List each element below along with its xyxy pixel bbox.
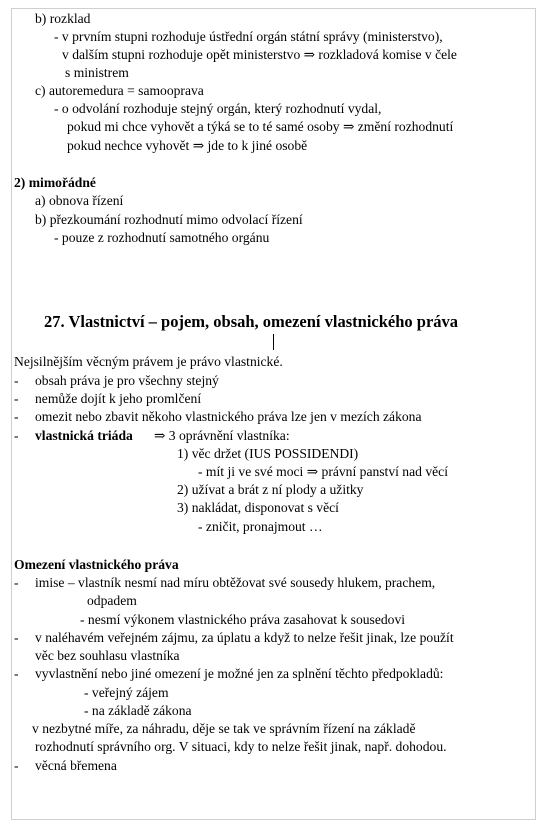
text-line: - v prvním stupni rozhoduje ústřední orgán státní správy (ministerstvo), [54,29,443,44]
text-line: a) obnova řízení [35,193,124,208]
text-line: - mít ji ve své moci ⇒ právní panství nad věcí [198,464,448,479]
text-line: v dalším stupni rozhoduje opět ministerstvo ⇒ rozkladová komise v čele [62,47,457,62]
text-line: b) rozklad [35,11,91,26]
section-heading: 2) mimořádné [14,175,96,190]
text-line: v nezbytné míře, za náhradu, děje se tak ve správním řízení na základě [32,721,416,736]
text-line: 2) užívat a brát z ní plody a užitky [177,482,364,497]
text-line: odpadem [87,593,137,608]
text-line: pokud mi chce vyhovět a týká se to té samé osoby ⇒ změní rozhodnutí [67,119,454,134]
list-item: omezit nebo zbavit někoho vlastnického práva lze jen v mezích zákona [35,409,422,424]
bold-term: vlastnická triáda [35,428,133,443]
text-line: - veřejný zájem [84,685,169,700]
list-dash: - [14,373,19,388]
text-line: rozhodnutí správního org. V situaci, kdy to nelze řešit jinak, např. dohodou. [35,739,447,754]
text-line: 3) nakládat, disponovat s věcí [177,500,339,515]
text-cursor [273,334,274,350]
section-heading: Omezení vlastnického práva [14,557,179,572]
list-item: vyvlastnění nebo jiné omezení je možné jen za splnění těchto předpokladů: [35,666,444,681]
list-dash: - [14,391,19,406]
list-dash: - [14,575,19,590]
chapter-title: 27. Vlastnictví – pojem, obsah, omezení vlastnického práva [44,312,459,331]
text-line: - na základě zákona [84,703,192,718]
text-line: - zničit, pronajmout … [198,519,323,534]
list-dash: - [14,630,19,645]
list-dash: - [14,428,19,443]
text-line: b) přezkoumání rozhodnutí mimo odvolací řízení [35,212,303,227]
list-item: obsah práva je pro všechny stejný [35,373,219,388]
list-dash: - [14,758,19,773]
list-dash: - [14,666,19,681]
text-line: s ministrem [65,65,129,80]
text-line: - nesmí výkonem vlastnického práva zasahovat k sousedovi [80,612,406,627]
text-line: 1) věc držet (IUS POSSIDENDI) [177,446,359,461]
text-line: věc bez souhlasu vlastníka [35,648,180,663]
text-line: c) autoremedura = samooprava [35,83,204,98]
list-dash: - [14,409,19,424]
text-line: - o odvolání rozhoduje stejný orgán, který rozhodnutí vydal, [54,101,382,116]
list-item: věcná břemena [35,758,117,773]
list-item: ⇒ 3 oprávnění vlastníka: [154,428,290,443]
text-line: pokud nechce vyhovět ⇒ jde to k jiné osobě [67,138,308,153]
list-item: nemůže dojít k jeho promlčení [35,391,202,406]
list-item: imise – vlastník nesmí nad míru obtěžovat své sousedy hlukem, prachem, [35,575,436,590]
list-item: v naléhavém veřejném zájmu, za úplatu a když to nelze řešit jinak, lze použít [35,630,454,645]
text-line: - pouze z rozhodnutí samotného orgánu [54,230,270,245]
text-line: Nejsilnějším věcným právem je právo vlastnické. [14,354,283,369]
